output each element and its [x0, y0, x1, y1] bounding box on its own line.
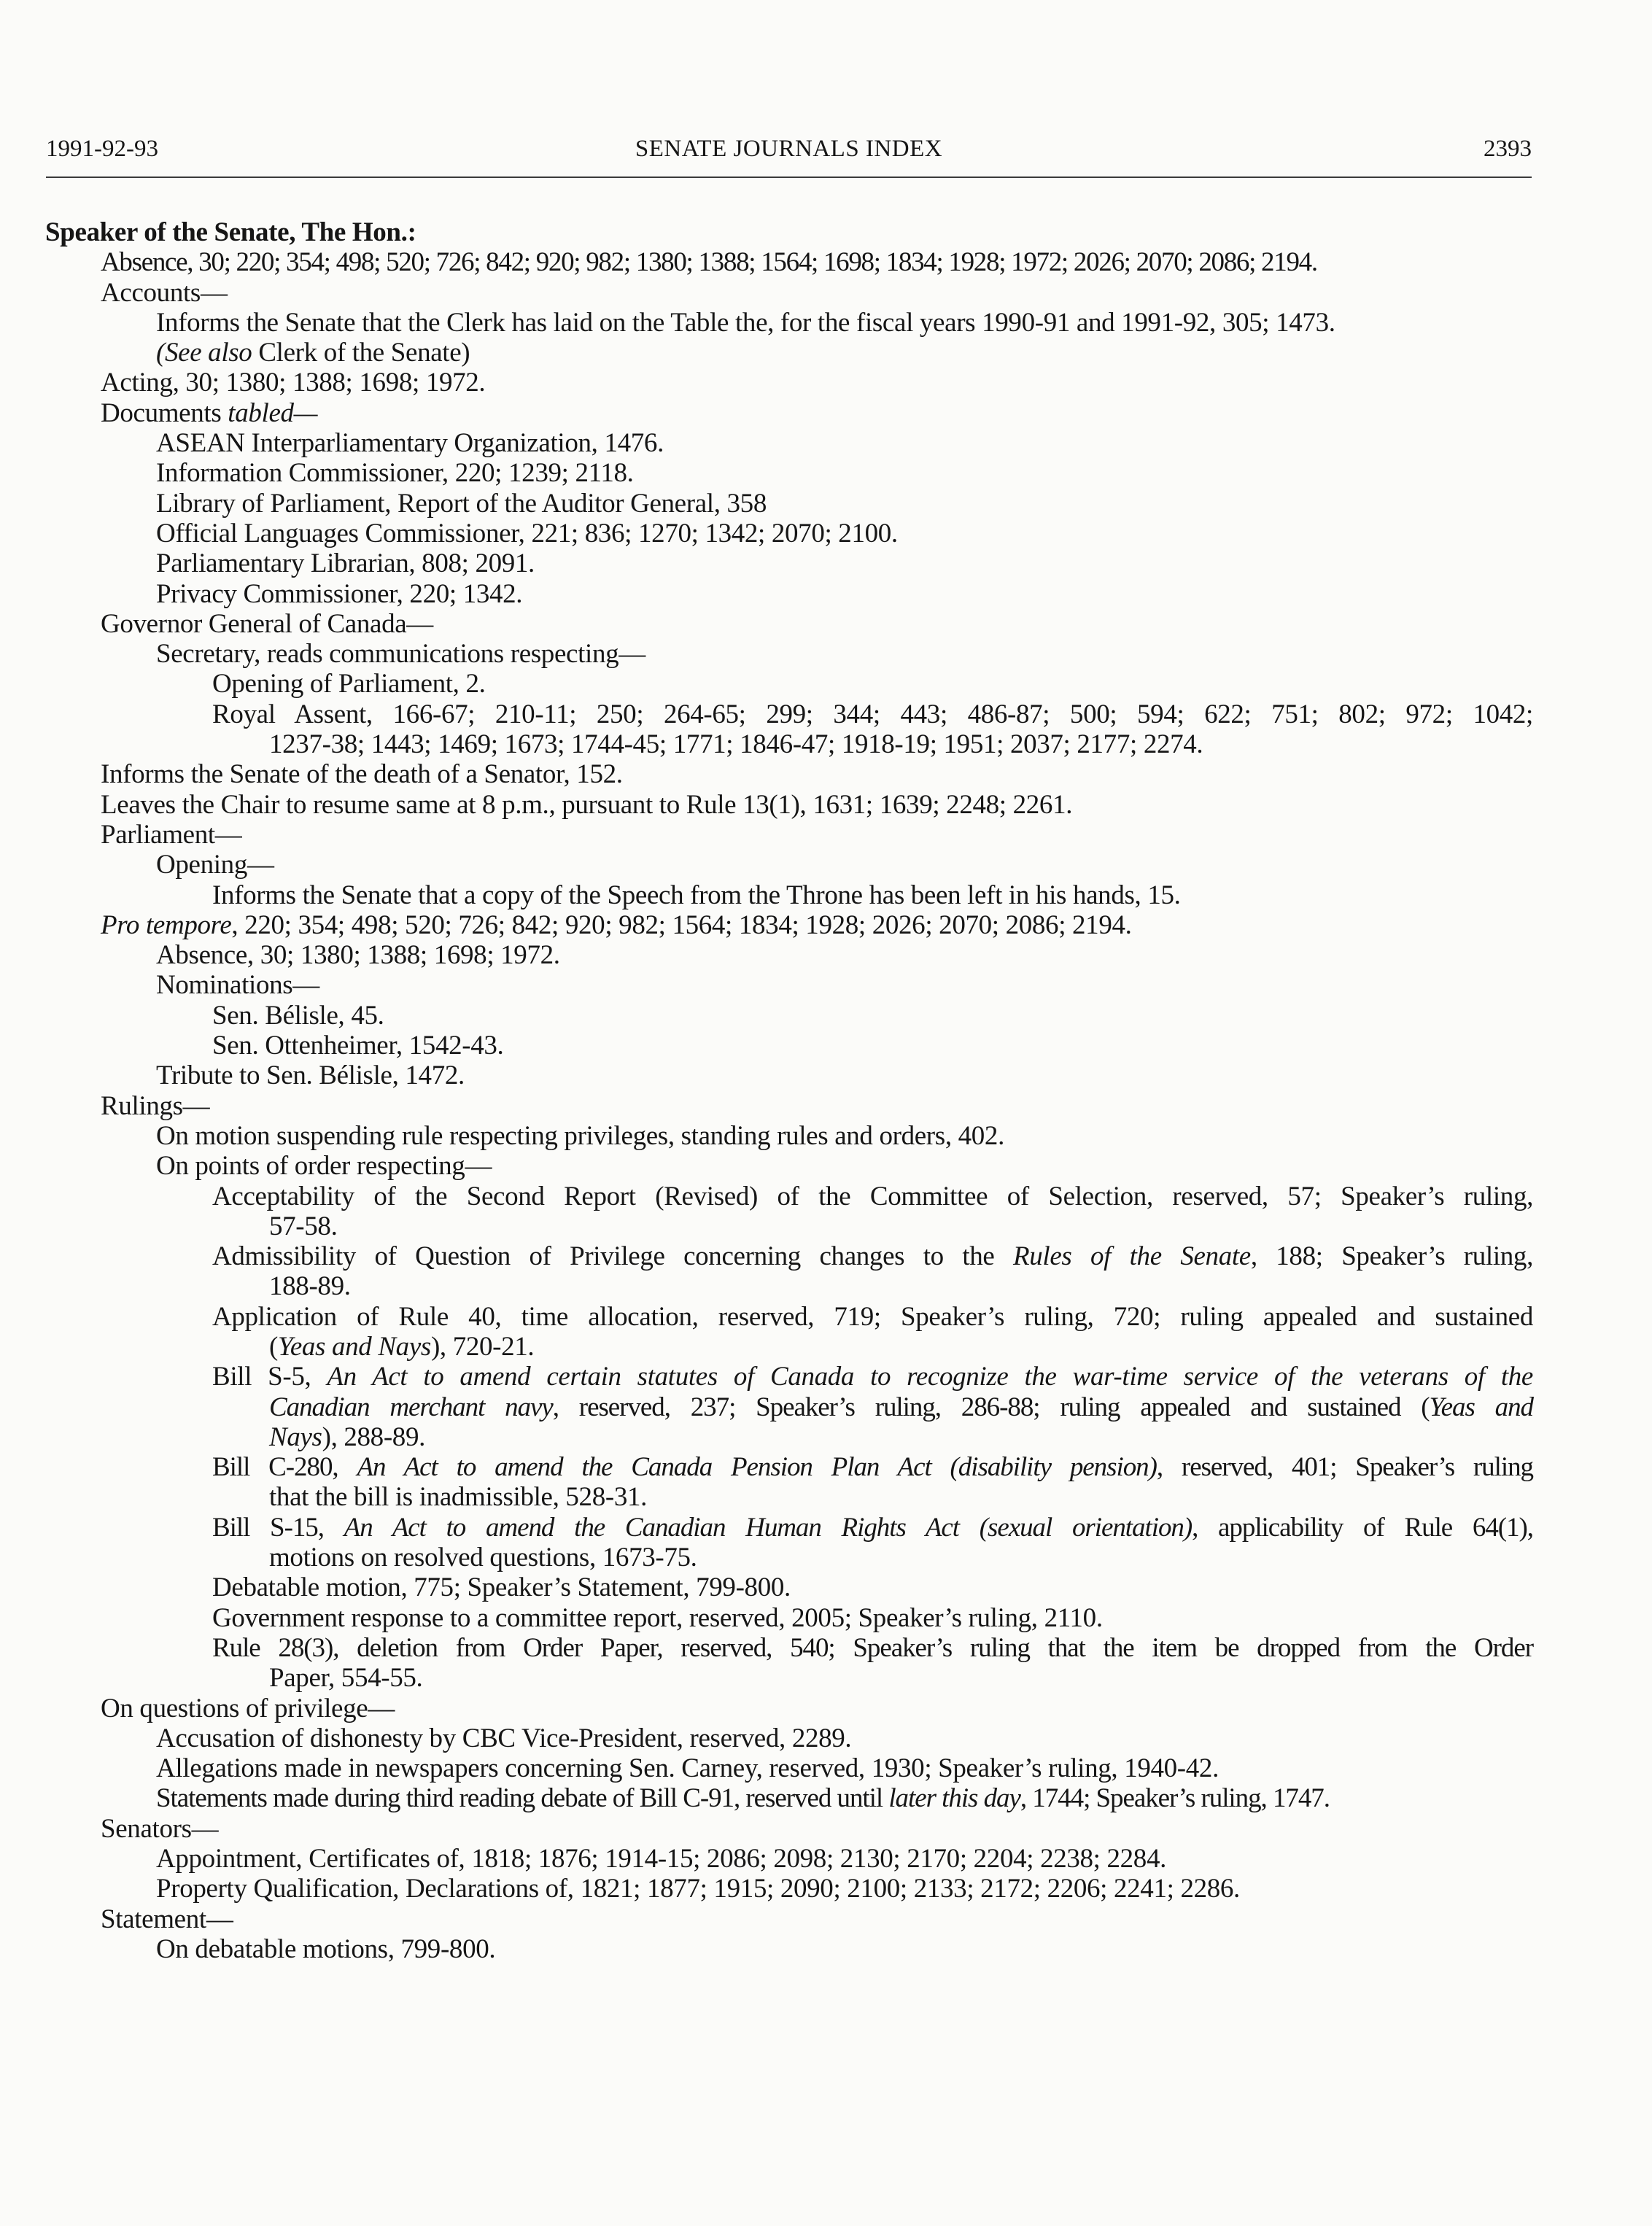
- index-cross-reference: [45, 338, 1533, 368]
- entry-italic: later this day: [888, 1783, 1020, 1814]
- entry-italic: An Act to amend the Canadian Human Rights Act (sexual orientation): [344, 1512, 1193, 1543]
- index-entry: Application of Rule 40, time allocation, reserved, 719; Speaker’s ruling, 720; ruling appealed and sustained: [212, 1301, 1533, 1332]
- index-entry: Governor General of Canada—: [101, 608, 433, 639]
- index-entry: Rulings—: [101, 1090, 210, 1121]
- index-entry: Property Qualification, Declarations of, 1821; 1877; 1915; 2090; 2100; 2133; 2172; 2206; 2241; 2286.: [156, 1874, 1240, 1904]
- index-entry: Sen. Bélisle, 45.: [212, 1000, 384, 1031]
- index-entry: Accusation of dishonesty by CBC Vice-President, reserved, 2289.: [156, 1723, 852, 1753]
- entry-text: Documents: [101, 398, 228, 428]
- entry-text: ), 720-21.: [430, 1331, 535, 1362]
- running-head: [46, 136, 1532, 177]
- entry-text: (: [269, 1331, 278, 1362]
- index-entry: [45, 1452, 1533, 1482]
- index-entry: Acting, 30; 1380; 1388; 1698; 1972.: [101, 368, 486, 398]
- index-entry: Appointment, Certificates of, 1818; 1876; 1914-15; 2086; 2098; 2130; 2170; 2204; 2238; 2284.: [156, 1844, 1167, 1874]
- index-entry-continuation: 57-58.: [269, 1211, 338, 1241]
- index-entry: Tribute to Sen. Bélisle, 1472.: [156, 1060, 465, 1091]
- volume-years: 1991-92-93: [46, 136, 158, 162]
- index-entry: [45, 1783, 1533, 1813]
- index-entry: Royal Assent, 166-67; 210-11; 250; 264-65; 299; 344; 443; 486-87; 500; 594; 622; 751; 802; 972; 1042;: [212, 699, 1533, 729]
- entry-text: , 188; Speaker’s ruling,: [1250, 1241, 1533, 1272]
- index-entry-continuation: motions on resolved questions, 1673-75.: [269, 1543, 697, 1573]
- index-entry: Parliamentary Librarian, 808; 2091.: [156, 548, 535, 579]
- index-heading: Speaker of the Senate, The Hon.:: [45, 217, 416, 247]
- entry-text: Bill S-5,: [212, 1362, 327, 1392]
- index-entry: Accounts—: [101, 277, 228, 308]
- journal-title: SENATE JOURNALS INDEX: [635, 136, 943, 162]
- index-entry: Information Commissioner, 220; 1239; 2118.: [156, 458, 634, 489]
- index-entry: On questions of privilege—: [101, 1693, 395, 1723]
- index-entry: Opening—: [156, 850, 274, 880]
- index-entry: Parliament—: [101, 819, 242, 850]
- entry-text: Statements made during third reading debate of Bill C-91, reserved until: [156, 1783, 889, 1814]
- index-entry: Leaves the Chair to resume same at 8 p.m., pursuant to Rule 13(1), 1631; 1639; 2248; 2261.: [101, 789, 1073, 820]
- entry-italic: An Act to amend the Canada Pension Plan Act (disability pension): [357, 1452, 1157, 1483]
- index-entry: Senators—: [101, 1813, 219, 1844]
- index-entry: [45, 1241, 1533, 1271]
- index-entry-continuation: [45, 1422, 1533, 1452]
- index-entry: ASEAN Interparliamentary Organization, 1476.: [156, 428, 664, 459]
- index-entry: [45, 398, 1533, 428]
- entry-text: ), 288-89.: [322, 1422, 426, 1452]
- index-entry: Rule 28(3), deletion from Order Paper, reserved, 540; Speaker’s ruling that the item be dropped from the Order: [212, 1632, 1533, 1663]
- index-entry: Acceptability of the Second Report (Revised) of the Committee of Selection, reserved, 57; Speaker’s ruling,: [212, 1181, 1533, 1211]
- index-entry: Absence, 30; 220; 354; 498; 520; 726; 842; 920; 982; 1380; 1388; 1564; 1698; 1834; 1928; 1972; 2026; 2070; 2086; 2194.: [101, 247, 1317, 278]
- entry-italic: Canadian merchant navy: [269, 1392, 553, 1422]
- entry-text: , applicability of Rule 64(1),: [1192, 1512, 1533, 1543]
- index-entry: Informs the Senate that the Clerk has laid on the Table the, for the fiscal years 1990-91 and 1991-92, 305; 1473.: [156, 307, 1335, 338]
- index-entry: Informs the Senate of the death of a Senator, 152.: [101, 759, 623, 790]
- index-entry: Allegations made in newspapers concerning Sen. Carney, reserved, 1930; Speaker’s ruling, 1940-42.: [156, 1753, 1219, 1784]
- index-entry: Library of Parliament, Report of the Auditor General, 358: [156, 488, 767, 519]
- index-entry: Opening of Parliament, 2.: [212, 669, 486, 699]
- cross-reference-target: Clerk of the Senate): [252, 338, 470, 368]
- index-entry: Statement—: [101, 1904, 233, 1934]
- entry-text: , 220; 354; 498; 520; 726; 842; 920; 982; 1564; 1834; 1928; 2026; 2070; 2086; 2194.: [231, 910, 1132, 940]
- index-entry: Debatable motion, 775; Speaker’s Statement, 799-800.: [212, 1572, 791, 1603]
- index-entry: On debatable motions, 799-800.: [156, 1934, 496, 1964]
- header-rule: [46, 177, 1532, 178]
- index-entry: [45, 1362, 1533, 1392]
- index-entry: Informs the Senate that a copy of the Speech from the Throne has been left in his hands, 15.: [212, 880, 1181, 910]
- entry-italic: Pro tempore: [101, 910, 232, 940]
- entry-italic: Yeas and Nays: [277, 1331, 431, 1362]
- index-entry: Secretary, reads communications respecting—: [156, 639, 645, 670]
- entry-italic: Nays: [269, 1422, 322, 1452]
- entry-italic: Yeas and: [1429, 1392, 1533, 1422]
- entry-text: , reserved, 237; Speaker’s ruling, 286-88; ruling appealed and sustained (: [552, 1392, 1430, 1422]
- index-entry: Government response to a committee report, reserved, 2005; Speaker’s ruling, 2110.: [212, 1602, 1103, 1633]
- index-entry-continuation: 188-89.: [269, 1271, 351, 1302]
- index-entry: Nominations—: [156, 970, 319, 1001]
- entry-italic: tabled—: [228, 398, 318, 428]
- index-entries: [45, 217, 1533, 1964]
- entry-text: , reserved, 401; Speaker’s ruling: [1156, 1452, 1533, 1483]
- index-entry-continuation: [45, 1332, 1533, 1362]
- see-also-label: (See also: [156, 338, 252, 368]
- index-entry: Privacy Commissioner, 220; 1342.: [156, 578, 523, 609]
- entry-text: Admissibility of Question of Privilege concerning changes to the: [212, 1241, 1014, 1272]
- index-entry: [45, 910, 1533, 940]
- index-entry: Sen. Ottenheimer, 1542-43.: [212, 1031, 504, 1061]
- index-entry-continuation: [45, 1392, 1533, 1422]
- index-entry: Official Languages Commissioner, 221; 836; 1270; 1342; 2070; 2100.: [156, 518, 898, 548]
- index-entry: [45, 1513, 1533, 1543]
- index-entry-continuation: 1237-38; 1443; 1469; 1673; 1744-45; 1771; 1846-47; 1918-19; 1951; 2037; 2177; 2274.: [269, 729, 1203, 760]
- page-number: 2393: [1484, 136, 1532, 162]
- index-entry-continuation: Paper, 554-55.: [269, 1663, 423, 1694]
- entry-italic: An Act to amend certain statutes of Canada to recognize the war-time service of the veterans of the: [327, 1362, 1533, 1392]
- index-entry: On points of order respecting—: [156, 1151, 492, 1182]
- entry-italic: Rules of the Senate: [1013, 1241, 1251, 1272]
- entry-text: Bill S-15,: [212, 1512, 344, 1543]
- index-entry: On motion suspending rule respecting privileges, standing rules and orders, 402.: [156, 1120, 1004, 1151]
- entry-text: Bill C-280,: [212, 1452, 357, 1483]
- index-entry-continuation: that the bill is inadmissible, 528-31.: [269, 1482, 648, 1513]
- entry-text: , 1744; Speaker’s ruling, 1747.: [1020, 1783, 1330, 1814]
- index-entry: Absence, 30; 1380; 1388; 1698; 1972.: [156, 940, 560, 971]
